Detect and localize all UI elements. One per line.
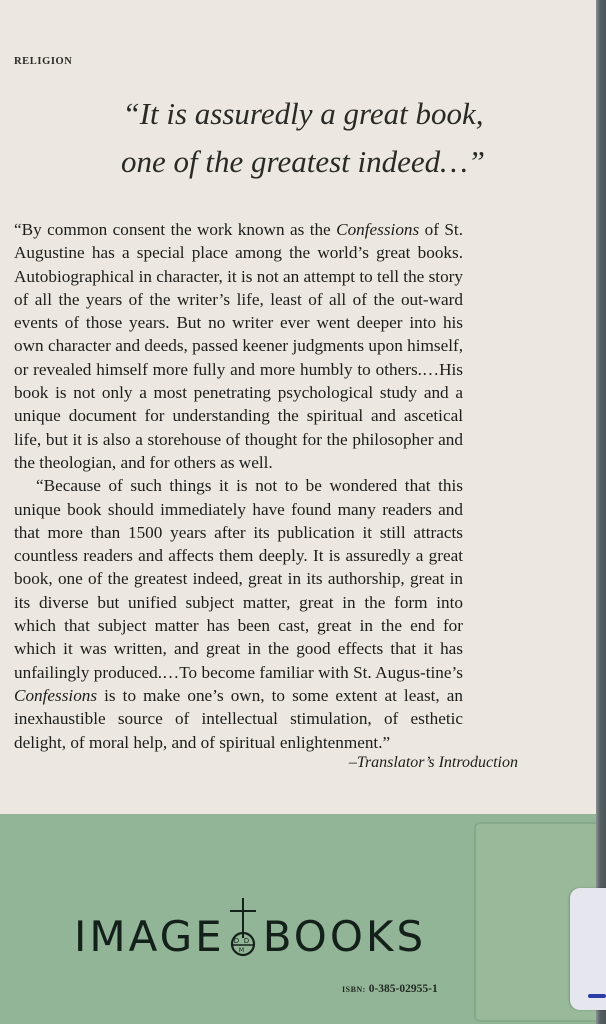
blurb-paragraph-2 bbox=[14, 474, 463, 754]
svg-text:D: D bbox=[233, 937, 242, 945]
headline-line-2: one of the greatest indeed…” bbox=[121, 144, 485, 179]
quote-attribution: –Translator’s Introduction bbox=[348, 754, 518, 771]
pull-quote-headline bbox=[0, 90, 596, 186]
publisher-name-left: IMAGE bbox=[74, 912, 225, 961]
svg-text:D: D bbox=[243, 937, 252, 945]
publisher-logo bbox=[74, 898, 427, 961]
category-label: RELIGION bbox=[14, 56, 73, 67]
svg-text:M: M bbox=[238, 947, 247, 954]
library-label-tag bbox=[570, 888, 606, 1010]
book-title-italic: Confessions bbox=[336, 220, 420, 239]
text-run: “By common consent the work known as the bbox=[14, 220, 337, 239]
isbn-line bbox=[342, 983, 438, 995]
pen-mark bbox=[588, 994, 606, 998]
headline-line-1: “It is assuredly a great book, bbox=[122, 96, 484, 131]
text-run: “Because of such things it is not to be wondered that this unique book should immediately have found many readers and that more than 1500 years after its publication it still attracts countless readers and affects them deeply. It is assuredly a great book, one of the greatest indeed, great in its authorship, great in its diverse but unified subject matter, great in the form into which that subject matter has been cast, great in the end for which it was written, and great in the good effects that it has unfailingly produced.…To become familiar with St. Augus-tine’s bbox=[14, 476, 463, 682]
text-run: of St. Augustine has a special place among the world’s great books. Autobiographical in character, it is not an attempt to tell the story of all the years of the writer’s life, least of all of the out-ward events of those years. But no writer ever went deeper into his own character and deeds, passed keener judgments upon himself, or revealed himself more fully and more humbly to others.…His book is not only a most penetrating psychological study and a unique document for understanding the spiritual and ascetical life, but it is also a storehouse of thought for the philosopher and the theologian, and for others as well. bbox=[14, 220, 464, 472]
text-run: is to make one’s own, to some extent at least, an inexhaustible source of intellectual stimulation, of esthetic delight, of moral help, and of spiritual enlightenment.” bbox=[14, 685, 463, 752]
isbn-number: 0-385-02955-1 bbox=[368, 983, 438, 995]
book-spine-edge bbox=[596, 0, 606, 1024]
book-title-italic: Confessions bbox=[14, 685, 98, 705]
blurb-text bbox=[14, 218, 463, 754]
cross-with-monogram-icon bbox=[225, 896, 261, 958]
isbn-label: ISBN: bbox=[342, 985, 366, 994]
blurb-paragraph-1 bbox=[14, 218, 463, 474]
publisher-name-right: BOOKS bbox=[262, 912, 427, 961]
